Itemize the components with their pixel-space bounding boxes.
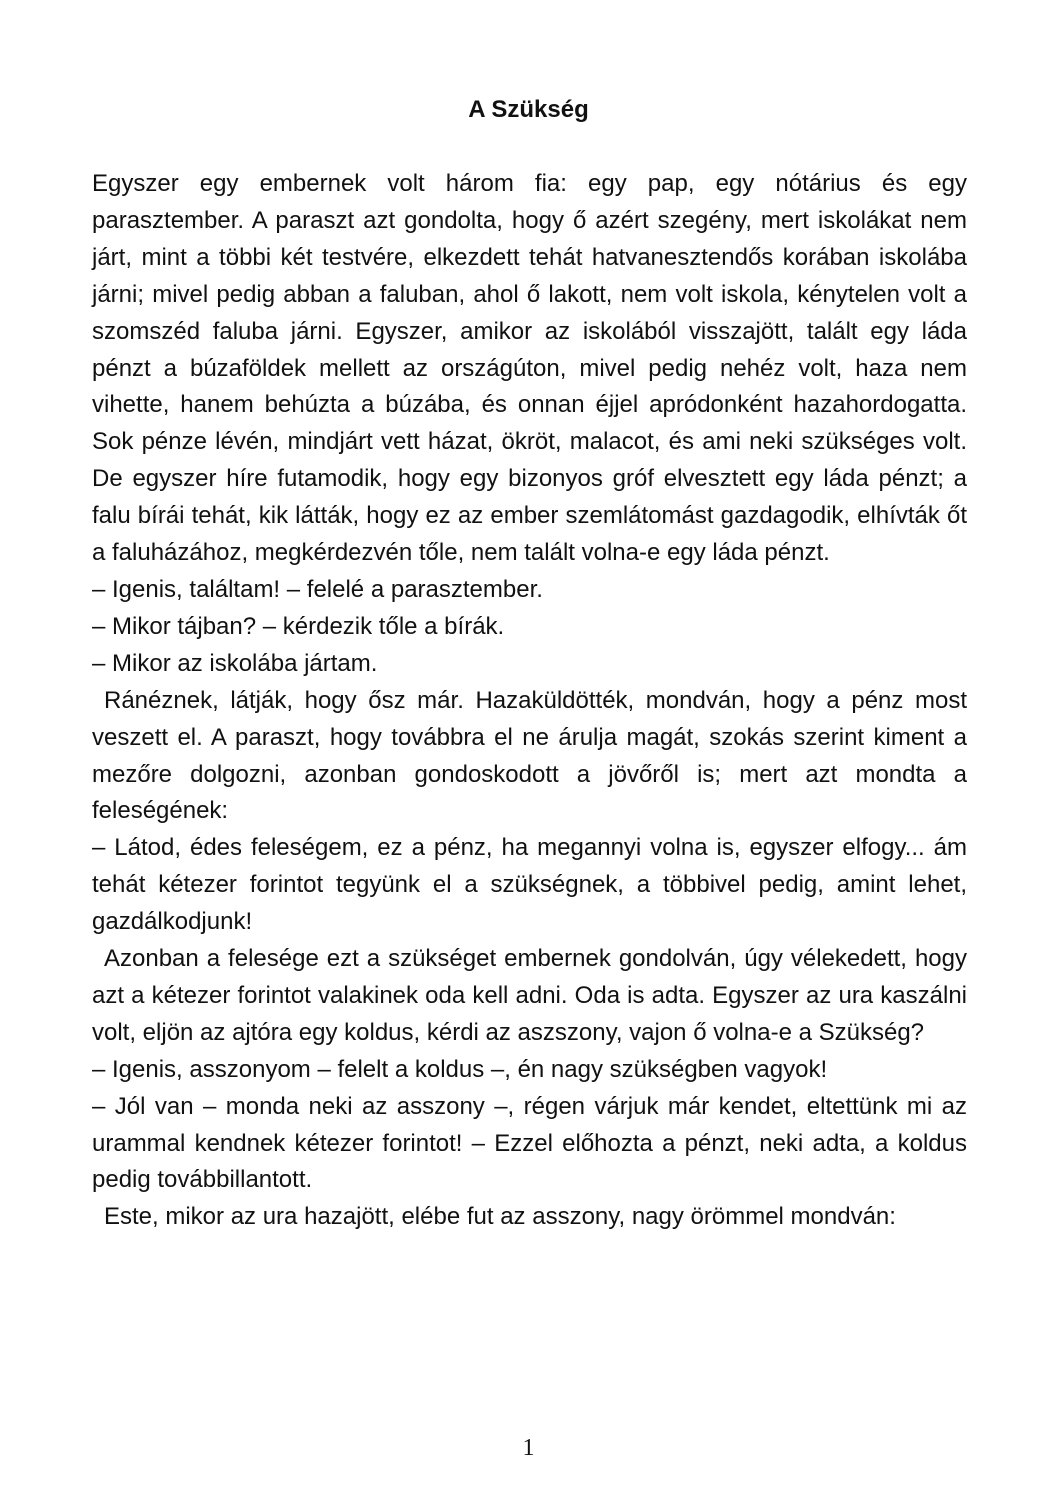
dialog-line-3: – Mikor az iskolába jártam. (92, 649, 378, 677)
dialog-line-4: – Látod, édes feleségem, ez a pénz, ha megannyi volna is, egyszer elfogy... ám tehát kétezer forintot tegyünk el a szükségnek, a többivel pedig, amint lehet, gazdálkodjunk! (92, 834, 967, 936)
paragraph-2: Ránéznek, látják, hogy ősz már. Hazaküldötték, mondván, hogy a pénz most veszett el. A paraszt, hogy továbbra el ne árulja magát, szokás szerint kiment a mezőre dolgozni, azonban gondoskodott a jövőről is; mert azt mondta a feleségének: (92, 686, 967, 825)
dialog-line-2: – Mikor tájban? – kérdezik tőle a bírák. (92, 612, 505, 640)
dialog-line-1: – Igenis, találtam! – felelé a parasztember. (92, 575, 543, 603)
page-number: 1 (522, 1435, 535, 1461)
dialog-line-5: – Igenis, asszonyom – felelt a koldus –, én nagy szükségben vagyok! (92, 1055, 828, 1083)
paragraph-1: Egyszer egy embernek volt három fia: egy pap, egy nótárius és egy parasztember. A paraszt azt gondolta, hogy ő azért szegény, mert iskolákat nem járt, mint a többi két testvére, elkezdett tehát hatvanesztendős korában iskolába járni; mivel pedig abban a faluban, ahol ő lakott, nem volt iskola, kénytelen volt a szomszéd faluba járni. Egyszer, amikor az iskolából visszajött, talált egy láda pénzt a búzaföldek mellett az országúton, mivel pedig nehéz volt, haza nem vihette, hanem behúzta a búzába, és onnan éjjel apródonként hazahordogatta. Sok pénze lévén, mindjárt vett házat, ökröt, malacot, és ami neki szükséges volt. De egyszer híre futamodik, hogy egy bizonyos gróf elvesztett egy láda pénzt; a falu bírái tehát, kik látták, hogy ez az ember szemlátomást gazdagodik, elhívták őt a faluházához, megkérdezvén tőle, nem talált volna-e egy láda pénzt. (92, 170, 967, 567)
dialog-line-6: – Jól van – monda neki az asszony –, régen várjuk már kendet, eltettünk mi az urammal kendnek kétezer forintot! – Ezzel előhozta a pénzt, neki adta, a koldus pedig továbbillantott. (92, 1092, 967, 1194)
paragraph-3: Azonban a felesége ezt a szükséget embernek gondolván, úgy vélekedett, hogy azt a kétezer forintot valakinek oda kell adni. Oda is adta. Egyszer az ura kaszálni volt, eljön az ajtóra egy koldus, kérdi az aszszony, vajon ő volna-e a Szükség? (92, 945, 967, 1046)
page-title: A Szükség (468, 96, 589, 123)
body-text (92, 166, 967, 1236)
paragraph-4: Este, mikor az ura hazajött, elébe fut az asszony, nagy örömmel mondván: (104, 1203, 896, 1231)
